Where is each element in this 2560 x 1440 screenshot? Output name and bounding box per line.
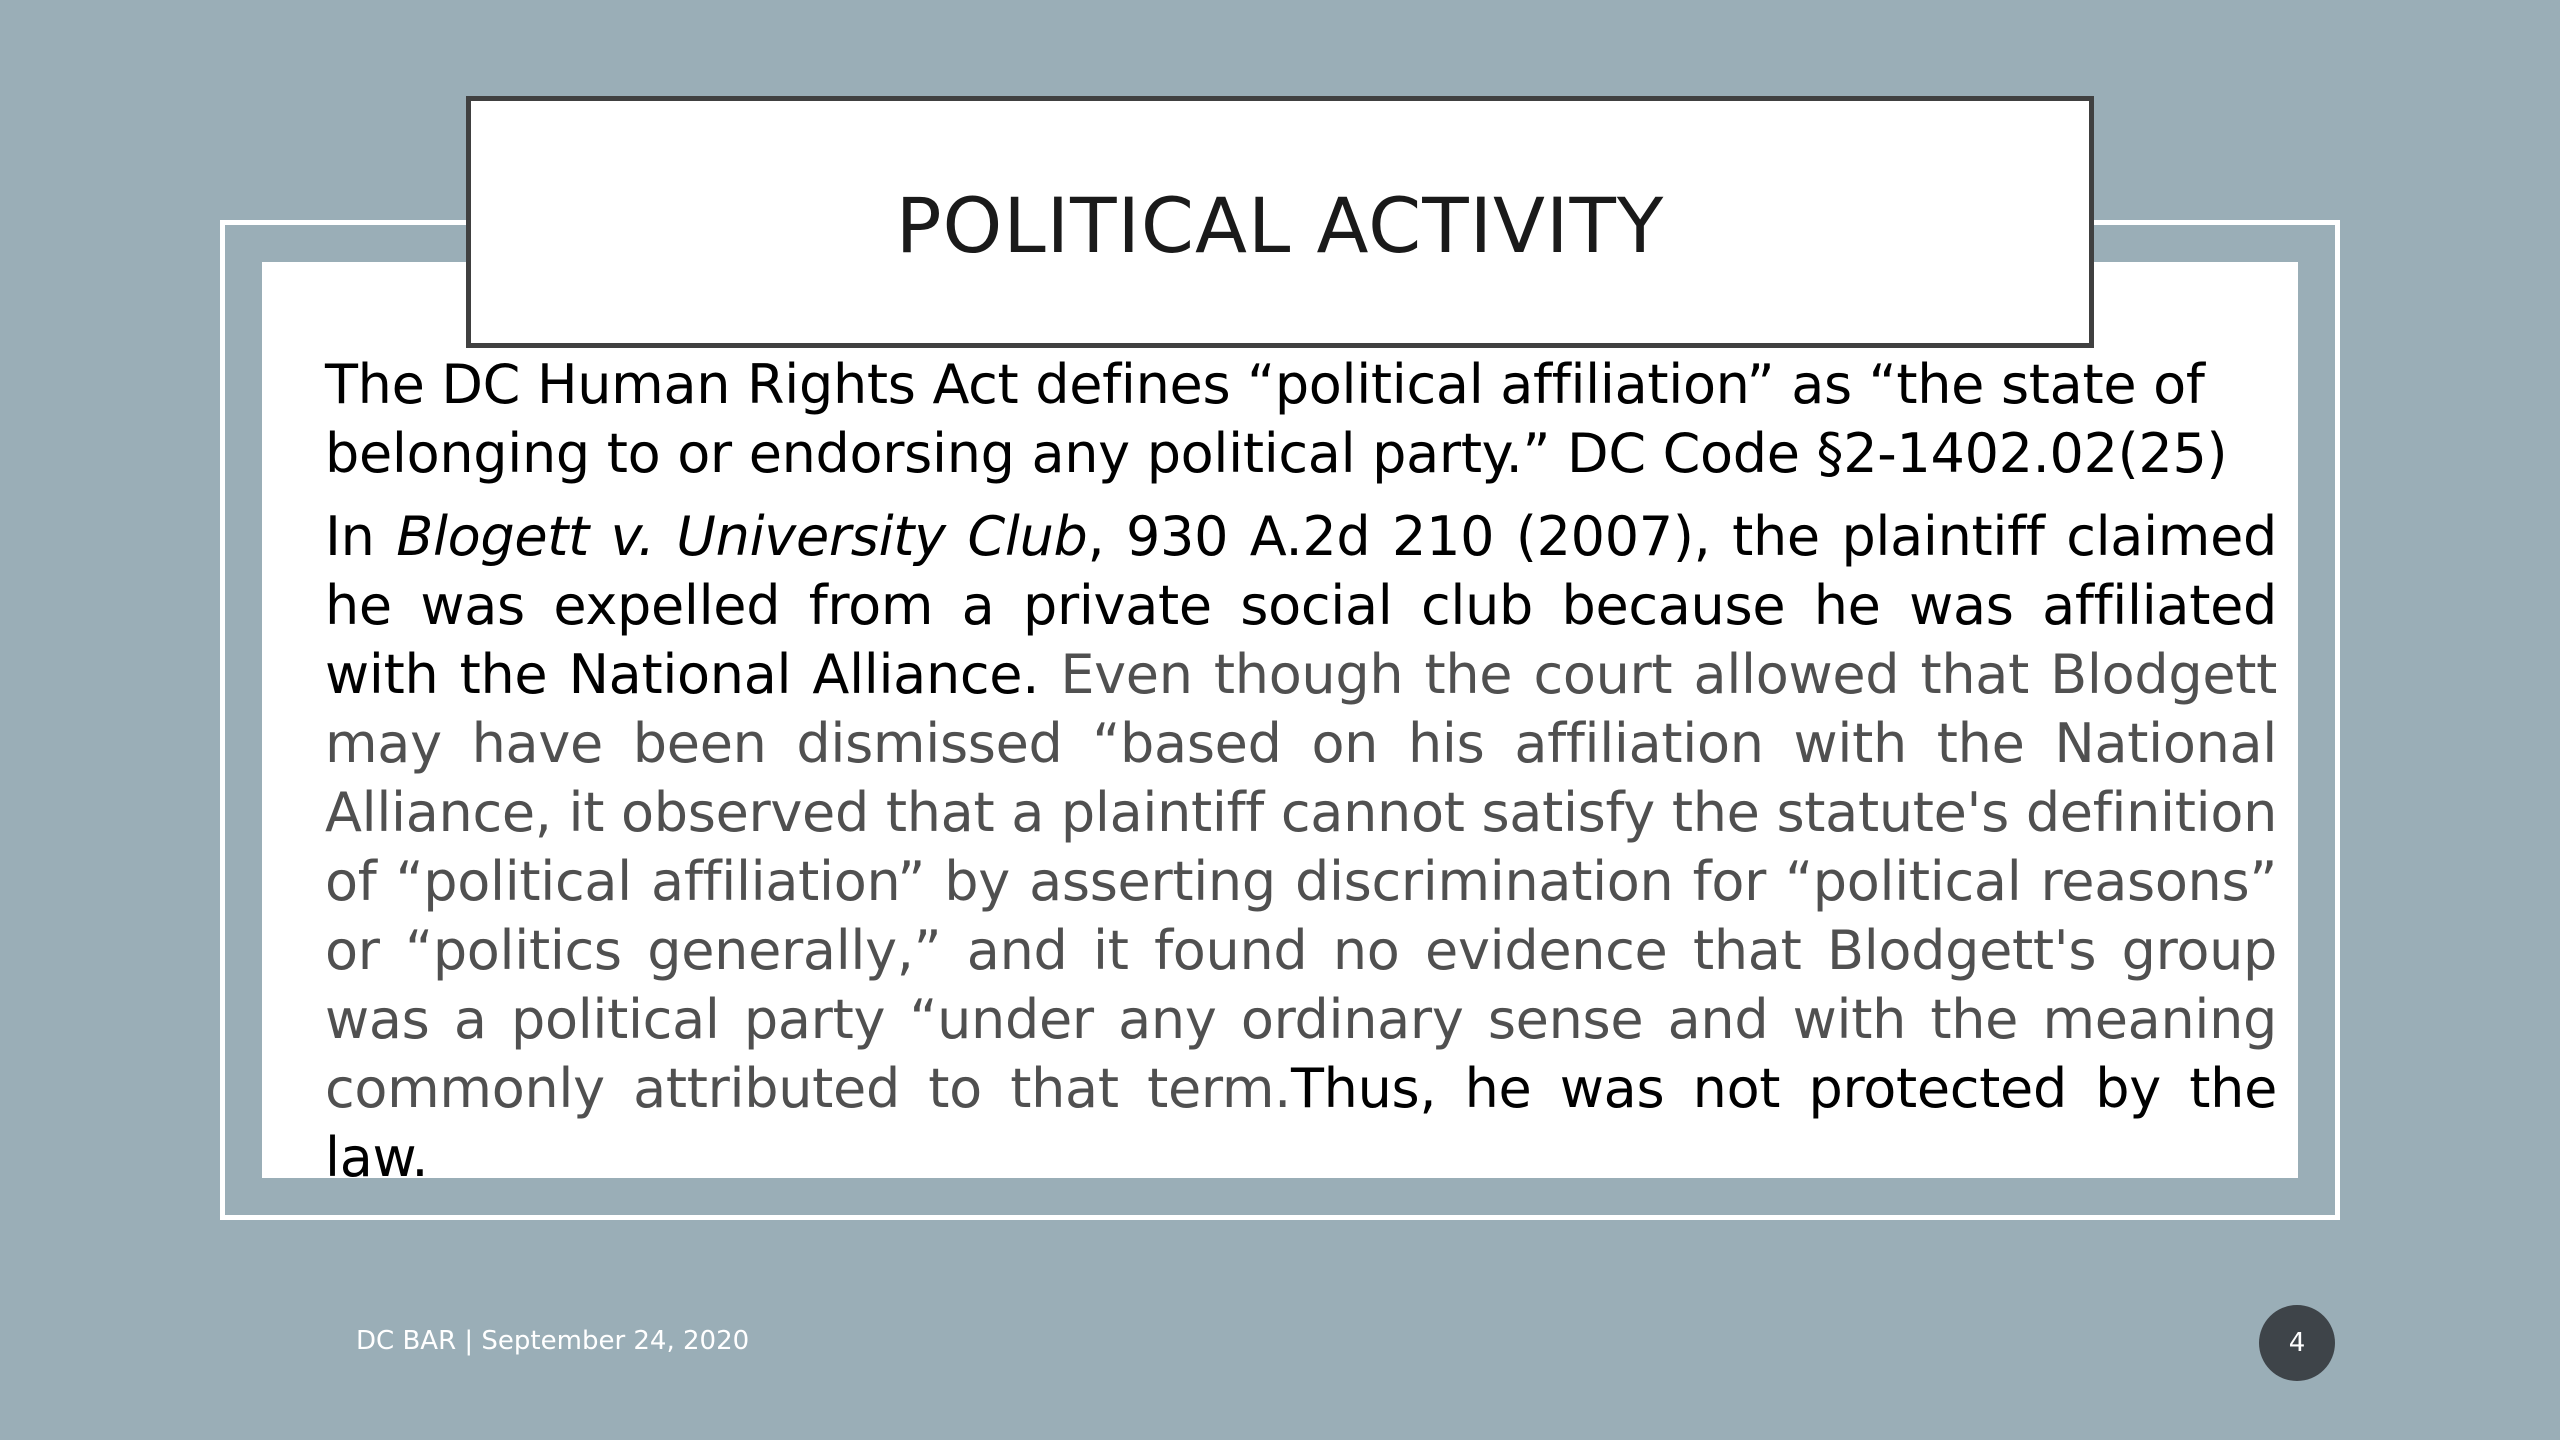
paragraph-definition: The DC Human Rights Act defines “political affiliation” as “the state of belonging to or endorsing any political party.” DC Code §2-1402.02(25) xyxy=(325,353,2228,485)
slide-title: POLITICAL ACTIVITY xyxy=(895,180,1665,270)
case-prefix: In xyxy=(325,505,397,568)
case-summary: , 930 A.2d 210 (2007), the plaintiff claimed he was expelled from a private social club because he was affiliated with the National Alliance. xyxy=(325,505,2277,706)
paragraph-case xyxy=(325,502,2277,1192)
body-text xyxy=(325,350,2277,1192)
case-conclusion: Thus, he was not protected by the law. xyxy=(325,1057,2277,1189)
page-number-badge: 4 xyxy=(2259,1305,2335,1381)
court-observation: Even though the court allowed that Blodgett may have been dismissed “based on his affiliation with the National Alliance, it observed that a plaintiff cannot satisfy the statute's definition of “political affiliation” by asserting discrimination for “political reasons” or “politics generally,” and it found no evidence that Blodgett's group was a political party “under any ordinary sense and with the meaning commonly attributed to that term. xyxy=(325,643,2277,1120)
footer-text: DC BAR | September 24, 2020 xyxy=(356,1326,750,1356)
title-box xyxy=(466,96,2094,348)
case-name: Blogett v. University Club xyxy=(396,505,1088,568)
